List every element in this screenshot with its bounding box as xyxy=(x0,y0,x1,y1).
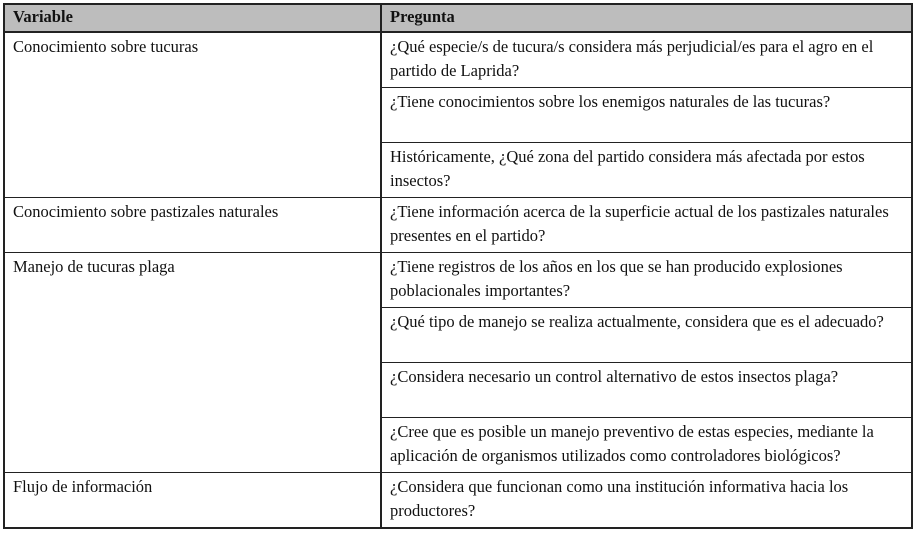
table-body xyxy=(4,32,912,528)
variable-cell: Manejo de tucuras plaga xyxy=(4,252,381,472)
variable-cell: Conocimiento sobre tucuras xyxy=(4,32,381,198)
question-cell: ¿Tiene información acerca de la superficie actual de los pastizales naturales presentes en el partido? xyxy=(381,197,912,252)
question-cell: ¿Qué especie/s de tucura/s considera más perjudicial/es para el agro en el partido de Laprida? xyxy=(381,32,912,88)
header-variable: Variable xyxy=(4,4,381,32)
variable-cell: Flujo de información xyxy=(4,472,381,528)
variables-questions-table xyxy=(3,3,913,529)
question-cell: Históricamente, ¿Qué zona del partido considera más afectada por estos insectos? xyxy=(381,142,912,197)
variable-cell: Conocimiento sobre pastizales naturales xyxy=(4,197,381,252)
question-cell: ¿Tiene registros de los años en los que se han producido explosiones poblacionales importantes? xyxy=(381,252,912,307)
header-pregunta: Pregunta xyxy=(381,4,912,32)
question-cell: ¿Cree que es posible un manejo preventivo de estas especies, mediante la aplicación de organismos utilizados como controladores biológicos? xyxy=(381,417,912,472)
question-cell: ¿Tiene conocimientos sobre los enemigos naturales de las tucuras? xyxy=(381,87,912,142)
question-cell: ¿Considera necesario un control alternativo de estos insectos plaga? xyxy=(381,362,912,417)
question-cell: ¿Considera que funcionan como una institución informativa hacia los productores? xyxy=(381,472,912,528)
header-row xyxy=(4,4,912,32)
table-row xyxy=(4,32,912,88)
table-row xyxy=(4,197,912,252)
table-row xyxy=(4,252,912,307)
question-cell: ¿Qué tipo de manejo se realiza actualmente, considera que es el adecuado? xyxy=(381,307,912,362)
table-row xyxy=(4,472,912,528)
